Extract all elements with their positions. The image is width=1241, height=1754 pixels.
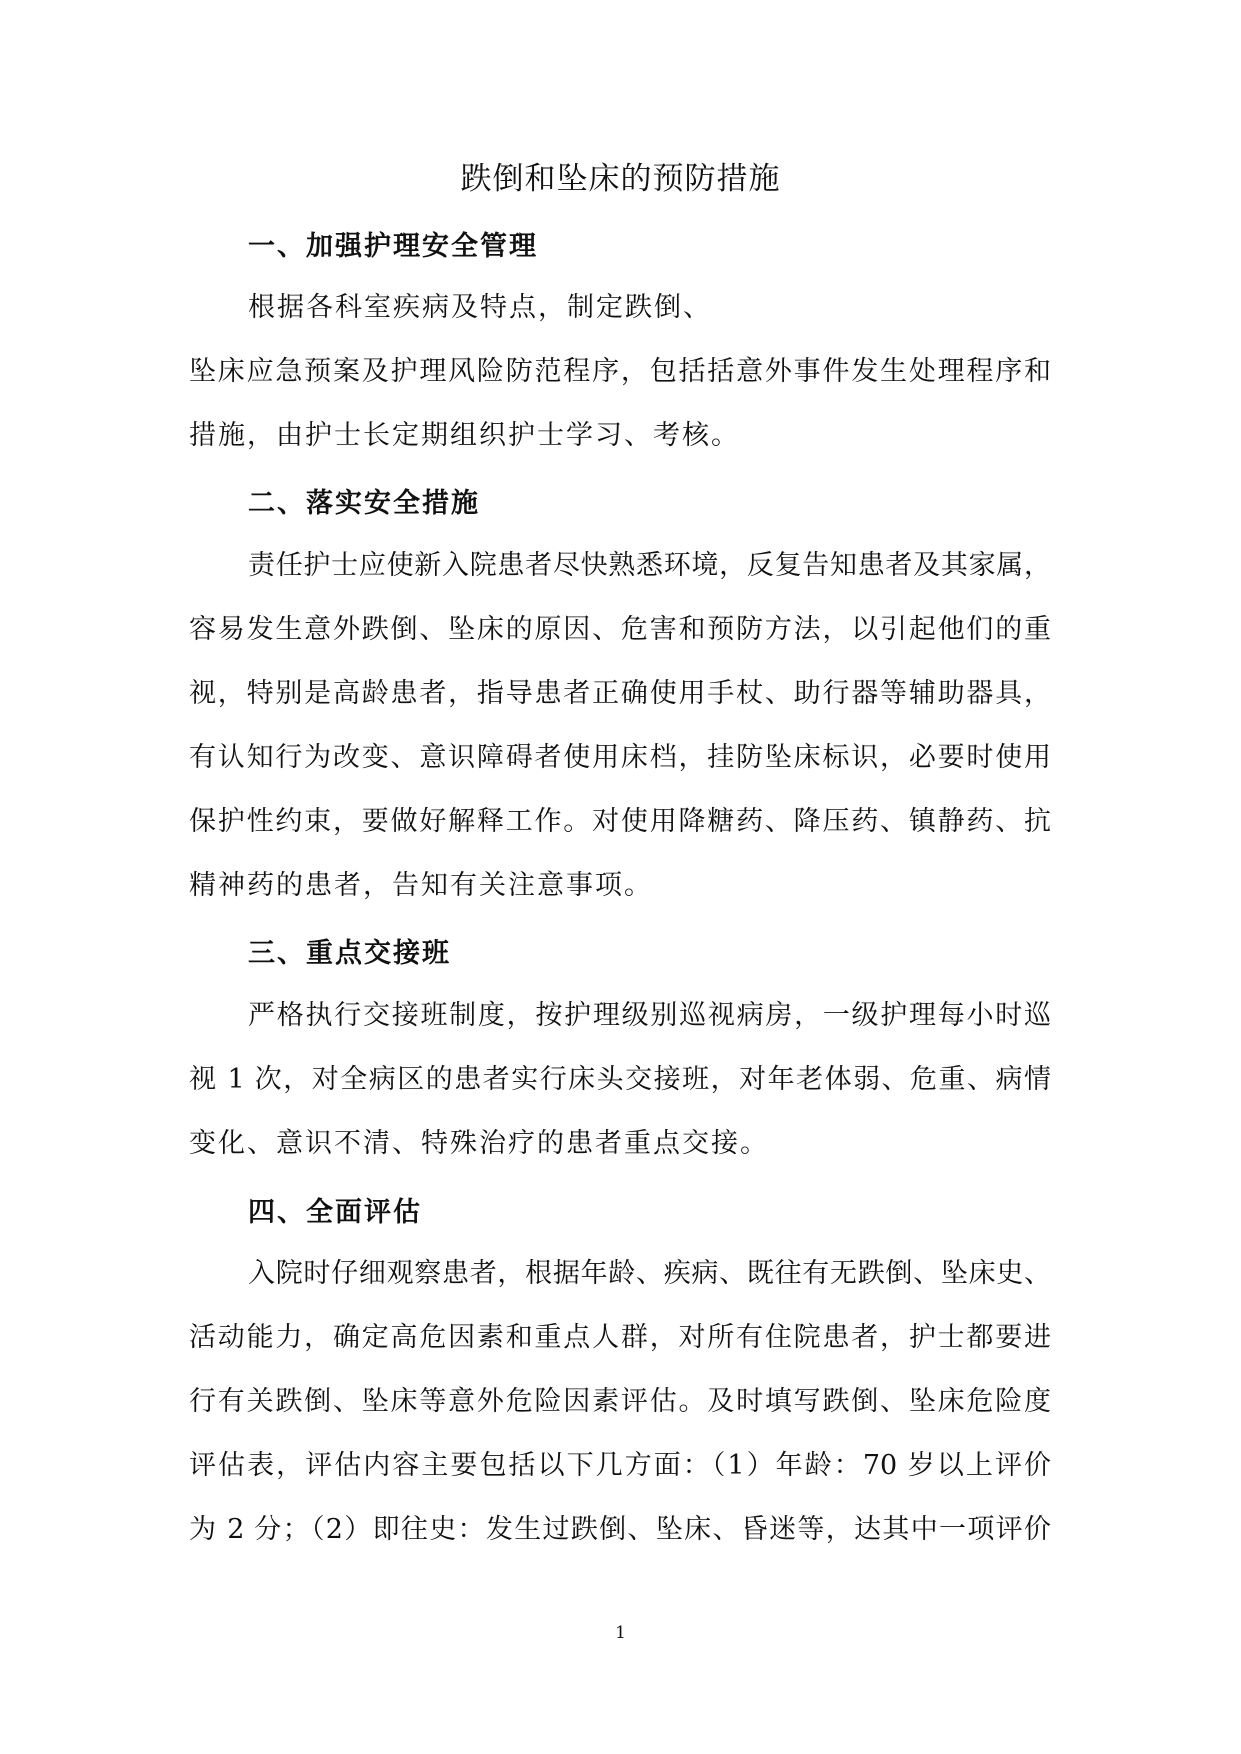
section-1-line-2: 坠床应急预案及护理风险防范程序，包括括意外事件发生处理程序和 (189, 356, 1051, 387)
section-2-line-6: 精神药的患者，告知有关注意事项。 (189, 870, 653, 901)
section-2-line-4: 有认知行为改变、意识障碍者使用床档，挂防坠床标识，必要时使用 (189, 742, 1051, 773)
section-2-line-3: 视，特别是高龄患者，指导患者正确使用手杖、助行器等辅助器具， (189, 678, 1051, 709)
section-3-heading: 三、重点交接班 (248, 938, 451, 969)
section-2-line-1: 责任护士应使新入院患者尽快熟悉环境，反复告知患者及其家属， (248, 550, 1051, 581)
section-2-line-2: 容易发生意外跌倒、坠床的原因、危害和预防方法，以引起他们的重 (189, 614, 1051, 645)
section-2-heading: 二、落实安全措施 (248, 488, 480, 519)
section-1-line-1: 根据各科室疾病及特点，制定跌倒、 (248, 292, 712, 323)
section-1-line-3: 措施，由护士长定期组织护士学习、考核。 (189, 420, 740, 451)
page-number: 1 (615, 1623, 626, 1643)
section-3-line-3: 变化、意识不清、特殊治疗的患者重点交接。 (189, 1128, 769, 1159)
section-4-line-4: 评估表，评估内容主要包括以下几方面：（1）年龄：70 岁以上评价 (189, 1450, 1051, 1481)
section-3-line-1: 严格执行交接班制度，按护理级别巡视病房，一级护理每小时巡 (248, 1000, 1051, 1031)
section-1-heading: 一、加强护理安全管理 (248, 231, 538, 262)
section-4-line-2: 活动能力，确定高危因素和重点人群，对所有住院患者，护士都要进 (189, 1322, 1051, 1353)
document-title: 跌倒和坠床的预防措施 (460, 161, 781, 197)
section-4-line-5: 为 2 分；（2）即往史：发生过跌倒、坠床、昏迷等，达其中一项评价 (189, 1514, 1051, 1545)
section-4-line-3: 行有关跌倒、坠床等意外危险因素评估。及时填写跌倒、坠床危险度 (189, 1386, 1051, 1417)
section-4-line-1: 入院时仔细观察患者，根据年龄、疾病、既往有无跌倒、坠床史、 (248, 1258, 1051, 1289)
section-3-line-2: 视 1 次，对全病区的患者实行床头交接班，对年老体弱、危重、病情 (189, 1064, 1051, 1095)
section-4-heading: 四、全面评估 (248, 1197, 422, 1228)
section-2-line-5: 保护性约束，要做好解释工作。对使用降糖药、降压药、镇静药、抗 (189, 806, 1051, 837)
